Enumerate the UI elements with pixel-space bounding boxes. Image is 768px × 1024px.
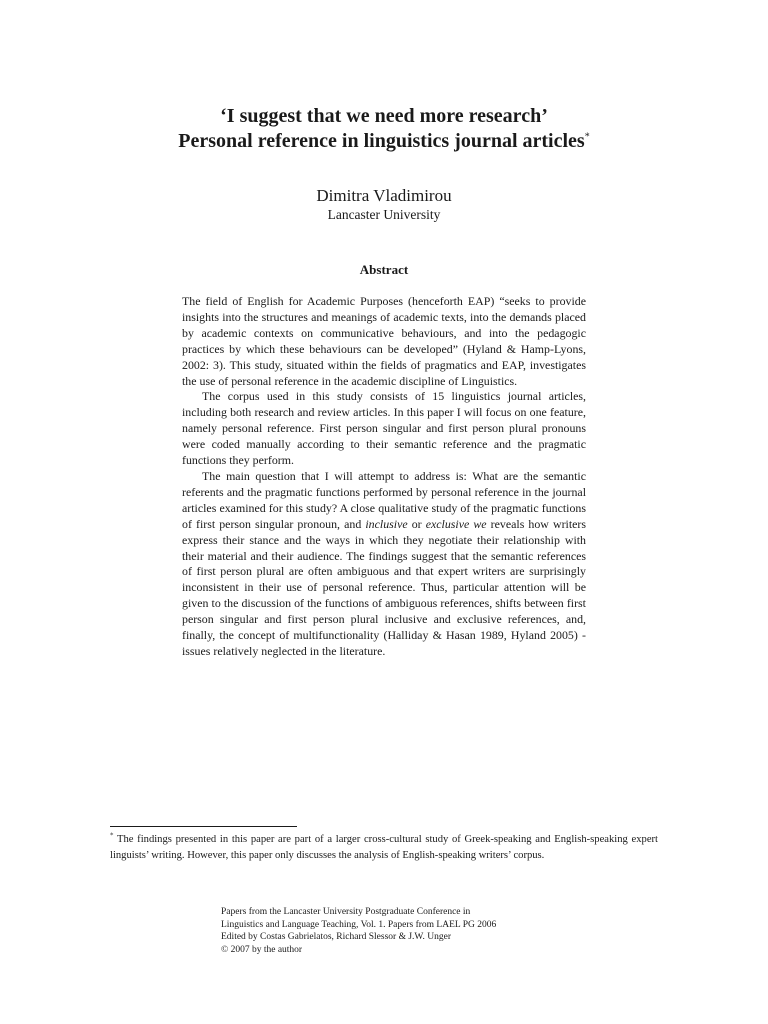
abstract-p3-inclusive: inclusive: [365, 516, 408, 531]
footnote: [110, 832, 658, 863]
abstract-p3-or: or: [407, 516, 426, 531]
abstract-paragraph-3: [182, 469, 586, 660]
footnote-marker: *: [110, 831, 114, 840]
footnote-divider: [110, 826, 297, 827]
abstract-paragraph-1: The field of English for Academic Purposes (henceforth EAP) “seeks to provide insights into the structures and meanings of academic texts, into the demands placed by academic contexts on communicative behaviours, and into the pedagogic practices by which these behaviours can be developed” (Hyland & Hamp-Lyons, 2002: 3). This study, situated within the fields of pragmatics and EAP, investigates the use of personal reference in the academic discipline of Linguistics.: [182, 294, 586, 388]
title-line-2-text: Personal reference in linguistics journal articles: [178, 130, 585, 152]
imprint-line-2: Linguistics and Language Teaching, Vol. 1. Papers from LAEL PG 2006: [221, 919, 497, 930]
title-line-2: [0, 129, 768, 154]
title-footnote-marker[interactable]: *: [584, 131, 590, 143]
paper-title: [0, 104, 768, 154]
abstract-heading: Abstract: [359, 262, 409, 277]
author-affiliation: Lancaster University: [327, 207, 441, 222]
imprint-line-1: Papers from the Lancaster University Postgraduate Conference in: [221, 907, 471, 917]
publication-imprint: [221, 906, 581, 956]
title-line-1: ‘I suggest that we need more research’: [220, 105, 548, 127]
imprint-line-3: Edited by Costas Gabrielatos, Richard Slessor & J.W. Unger: [221, 932, 451, 943]
imprint-line-4: © 2007 by the author: [221, 944, 303, 955]
abstract-body: [182, 294, 586, 660]
footnote-text: The findings presented in this paper are part of a larger cross-cultural study of Greek-speaking and English-speaking expert linguists’ writing. However, this paper only discusses the analysis of English-speaking writers’ corpus.: [110, 834, 658, 861]
author-name: Dimitra Vladimirou: [316, 186, 452, 205]
abstract-paragraph-2: The corpus used in this study consists of 15 linguistics journal articles, including both research and review articles. In this paper I will focus on one feature, namely personal reference. First person singular and first person plural pronouns were coded manually according to their semantic reference and the pragmatic functions they perform.: [182, 389, 586, 468]
abstract-p3-part-a: The main question that I will attempt to address is: What are the semantic referents and the pragmatic functions performed by personal reference in the journal articles examined for this study? A close qualitative study of the pragmatic functions of first person singular pronoun, and: [182, 468, 586, 531]
abstract-p3-exclusive-we: exclusive we: [425, 516, 487, 531]
abstract-p3-part-b: reveals how writers express their stance and the ways in which they negotiate their relationship with their material and their audience. The findings suggest that the semantic references of first person plural are often ambiguous and that expert writers are surprisingly inconsistent in their use of personal reference. Thus, particular attention will be given to the discussion of the functions of ambiguous references, shifts between first person singular and first person plural inclusive and exclusive references, and, finally, the concept of multifunctionality (Halliday & Hasan 1989, Hyland 2005) - issues relatively neglected in the literature.: [182, 516, 586, 658]
